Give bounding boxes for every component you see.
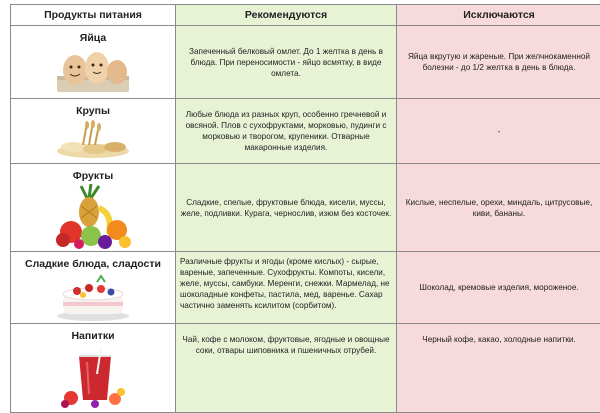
product-name: Крупы <box>11 105 175 117</box>
table-row <box>11 252 600 324</box>
cake-image <box>53 272 133 322</box>
excluded-cell <box>397 324 600 413</box>
recommended-cell <box>176 164 397 252</box>
product-name: Напитки <box>11 330 175 342</box>
diet-table <box>10 4 600 413</box>
product-cell-sweets <box>11 252 176 324</box>
excluded-cell <box>397 99 600 164</box>
grains-image <box>53 119 133 159</box>
excluded-text: Черный кофе, какао, холодные напитки. <box>397 328 600 345</box>
product-cell-eggs <box>11 26 176 99</box>
header-products: Продукты питания <box>11 5 176 26</box>
recommended-cell <box>176 26 397 99</box>
recommended-cell <box>176 252 397 324</box>
excluded-text: - <box>397 126 600 137</box>
header-recommended: Рекомендуются <box>176 5 397 26</box>
table-row <box>11 99 600 164</box>
excluded-text: Яйца вкрутую и жареные. При желчнокаменной болезни - до 1/2 желтка в день в блюда. <box>397 51 600 73</box>
excluded-text: Кислые, неспелые, орехи, миндаль, цитрусовые, киви, бананы. <box>397 197 600 219</box>
product-name: Фрукты <box>11 170 175 182</box>
recommended-text: Запеченный белковый омлет. До 1 желтка в день в блюда. При переносимости - яйцо всмятку, в виде омлета. <box>176 46 396 79</box>
product-name: Яйца <box>11 32 175 44</box>
header-excluded: Исключаются <box>397 5 600 26</box>
eggs-image <box>53 46 133 94</box>
recommended-text: Чай, кофе с молоком, фруктовые, ягодные и овощные соки, отвары шиповника и пшеничных отрубей. <box>176 328 396 356</box>
excluded-text: Шоколад, кремовые изделия, мороженое. <box>397 282 600 293</box>
excluded-cell <box>397 252 600 324</box>
recommended-text: Любые блюда из разных круп, особенно гречневой и овсяной. Плов с сухофруктами, морковью, пудинги с морковью и творогом, крупеники. Отварные макаронные изделия. <box>176 109 396 153</box>
excluded-cell <box>397 164 600 252</box>
drink-image <box>53 344 133 408</box>
product-cell-grains <box>11 99 176 164</box>
table-row <box>11 26 600 99</box>
excluded-cell <box>397 26 600 99</box>
table-row <box>11 164 600 252</box>
recommended-cell <box>176 99 397 164</box>
recommended-text: Сладкие, спелые, фруктовые блюда, кисели, муссы, желе, подливки. Курага, чернослив, изюм без косточек. <box>176 197 396 219</box>
table-row <box>11 324 600 413</box>
product-cell-fruits <box>11 164 176 252</box>
fruits-image <box>51 184 135 250</box>
recommended-cell <box>176 324 397 413</box>
product-name: Сладкие блюда, сладости <box>11 258 175 270</box>
product-cell-drinks <box>11 324 176 413</box>
table-header-row <box>11 5 600 26</box>
recommended-text: Различные фрукты и ягоды (кроме кислых) - сырые, вареные, запеченные. Сухофрукты. Компоты, кисели, желе, муссы, самбуки. Меренги, снежки. Мармелад, не шоколадные конфеты, пастила, мед, варенье. Сахар частично заменять ксилитом (сорбитом). <box>176 256 396 311</box>
